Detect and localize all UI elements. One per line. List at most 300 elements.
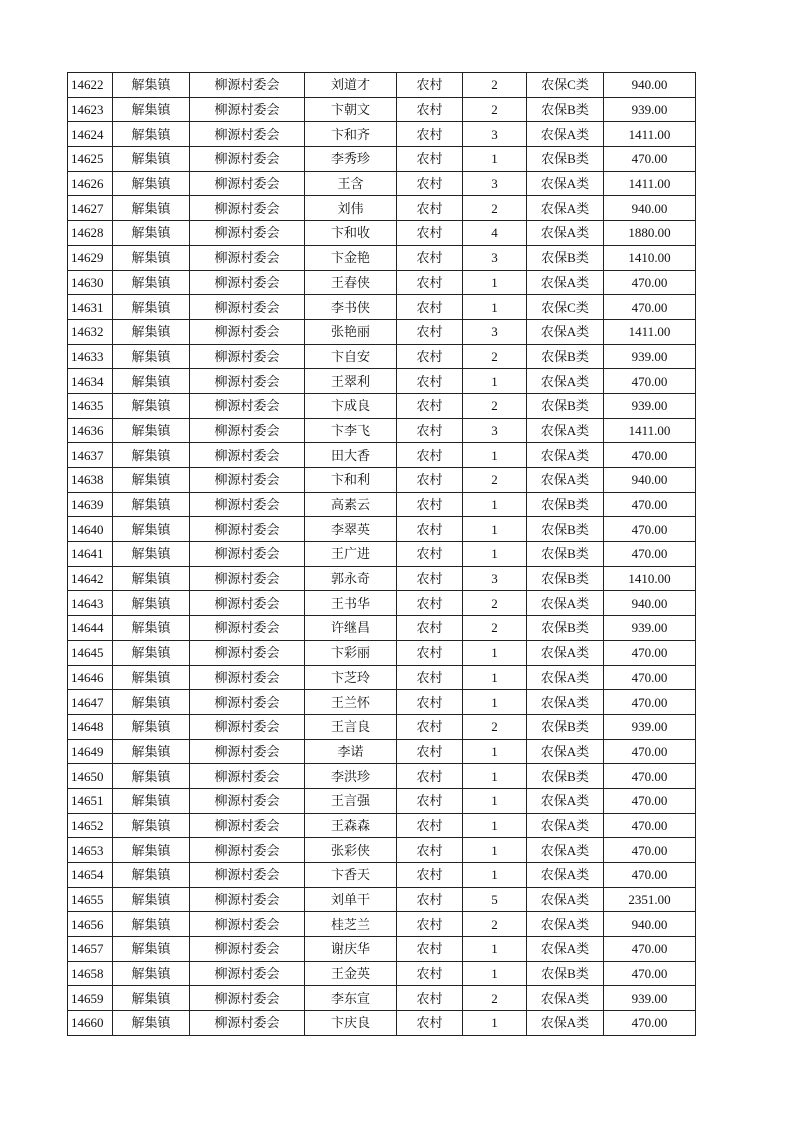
household-type-cell: 农村 (397, 566, 463, 591)
person-name-cell: 李洪珍 (305, 764, 397, 789)
table-body (68, 73, 696, 1036)
person-name-cell: 王书华 (305, 591, 397, 616)
amount-cell: 1411.00 (604, 171, 696, 196)
household-type-cell: 农村 (397, 147, 463, 172)
member-count-cell: 2 (463, 73, 527, 98)
insurance-category-cell: 农保A类 (527, 986, 604, 1011)
table-row (68, 517, 696, 542)
member-count-cell: 1 (463, 542, 527, 567)
amount-cell: 1411.00 (604, 418, 696, 443)
amount-cell: 470.00 (604, 788, 696, 813)
table-row (68, 986, 696, 1011)
amount-cell: 1411.00 (604, 122, 696, 147)
person-name-cell: 张彩侠 (305, 838, 397, 863)
village-committee-cell: 柳源村委会 (190, 887, 305, 912)
member-count-cell: 1 (463, 863, 527, 888)
household-type-cell: 农村 (397, 196, 463, 221)
amount-cell: 939.00 (604, 616, 696, 641)
village-committee-cell: 柳源村委会 (190, 764, 305, 789)
table-row (68, 1011, 696, 1036)
amount-cell: 940.00 (604, 912, 696, 937)
household-type-cell: 农村 (397, 393, 463, 418)
table-row (68, 616, 696, 641)
town-cell: 解集镇 (113, 196, 190, 221)
table-row (68, 147, 696, 172)
town-cell: 解集镇 (113, 369, 190, 394)
village-committee-cell: 柳源村委会 (190, 147, 305, 172)
member-count-cell: 2 (463, 393, 527, 418)
amount-cell: 470.00 (604, 764, 696, 789)
village-committee-cell: 柳源村委会 (190, 492, 305, 517)
insurance-category-cell: 农保B类 (527, 764, 604, 789)
amount-cell: 940.00 (604, 591, 696, 616)
insurance-category-cell: 农保A类 (527, 690, 604, 715)
amount-cell: 470.00 (604, 295, 696, 320)
person-name-cell: 卞自安 (305, 344, 397, 369)
town-cell: 解集镇 (113, 640, 190, 665)
village-committee-cell: 柳源村委会 (190, 912, 305, 937)
household-type-cell: 农村 (397, 739, 463, 764)
insurance-category-cell: 农保A类 (527, 863, 604, 888)
village-committee-cell: 柳源村委会 (190, 640, 305, 665)
town-cell: 解集镇 (113, 912, 190, 937)
member-count-cell: 1 (463, 764, 527, 789)
town-cell: 解集镇 (113, 542, 190, 567)
town-cell: 解集镇 (113, 122, 190, 147)
person-name-cell: 刘伟 (305, 196, 397, 221)
household-type-cell: 农村 (397, 1011, 463, 1036)
member-count-cell: 2 (463, 986, 527, 1011)
row-id-cell: 14634 (68, 369, 113, 394)
village-committee-cell: 柳源村委会 (190, 986, 305, 1011)
amount-cell: 940.00 (604, 468, 696, 493)
member-count-cell: 1 (463, 838, 527, 863)
table-row (68, 344, 696, 369)
household-type-cell: 农村 (397, 221, 463, 246)
amount-cell: 939.00 (604, 97, 696, 122)
row-id-cell: 14635 (68, 393, 113, 418)
table-row (68, 97, 696, 122)
person-name-cell: 谢庆华 (305, 937, 397, 962)
village-committee-cell: 柳源村委会 (190, 468, 305, 493)
town-cell: 解集镇 (113, 344, 190, 369)
insurance-category-cell: 农保B类 (527, 344, 604, 369)
person-name-cell: 张艳丽 (305, 319, 397, 344)
household-type-cell: 农村 (397, 986, 463, 1011)
amount-cell: 470.00 (604, 517, 696, 542)
row-id-cell: 14629 (68, 245, 113, 270)
household-type-cell: 农村 (397, 122, 463, 147)
village-committee-cell: 柳源村委会 (190, 566, 305, 591)
town-cell: 解集镇 (113, 245, 190, 270)
person-name-cell: 卞朝文 (305, 97, 397, 122)
table-row (68, 245, 696, 270)
village-committee-cell: 柳源村委会 (190, 418, 305, 443)
insurance-category-cell: 农保B类 (527, 517, 604, 542)
row-id-cell: 14649 (68, 739, 113, 764)
member-count-cell: 1 (463, 517, 527, 542)
insurance-category-cell: 农保A类 (527, 418, 604, 443)
household-type-cell: 农村 (397, 887, 463, 912)
village-committee-cell: 柳源村委会 (190, 97, 305, 122)
amount-cell: 939.00 (604, 714, 696, 739)
town-cell: 解集镇 (113, 937, 190, 962)
member-count-cell: 5 (463, 887, 527, 912)
village-committee-cell: 柳源村委会 (190, 196, 305, 221)
village-committee-cell: 柳源村委会 (190, 344, 305, 369)
table-row (68, 640, 696, 665)
member-count-cell: 3 (463, 319, 527, 344)
table-row (68, 591, 696, 616)
town-cell: 解集镇 (113, 739, 190, 764)
person-name-cell: 王金英 (305, 961, 397, 986)
person-name-cell: 郭永奇 (305, 566, 397, 591)
person-name-cell: 卞庆良 (305, 1011, 397, 1036)
table-row (68, 369, 696, 394)
person-name-cell: 卞金艳 (305, 245, 397, 270)
person-name-cell: 卞和收 (305, 221, 397, 246)
insurance-category-cell: 农保A类 (527, 739, 604, 764)
amount-cell: 470.00 (604, 863, 696, 888)
person-name-cell: 王兰怀 (305, 690, 397, 715)
village-committee-cell: 柳源村委会 (190, 739, 305, 764)
row-id-cell: 14653 (68, 838, 113, 863)
person-name-cell: 卞和利 (305, 468, 397, 493)
village-committee-cell: 柳源村委会 (190, 961, 305, 986)
person-name-cell: 王森森 (305, 813, 397, 838)
person-name-cell: 高素云 (305, 492, 397, 517)
member-count-cell: 2 (463, 616, 527, 641)
amount-cell: 470.00 (604, 542, 696, 567)
member-count-cell: 1 (463, 270, 527, 295)
insurance-category-cell: 农保A类 (527, 171, 604, 196)
insurance-category-cell: 农保B类 (527, 393, 604, 418)
person-name-cell: 卞成良 (305, 393, 397, 418)
row-id-cell: 14639 (68, 492, 113, 517)
amount-cell: 470.00 (604, 147, 696, 172)
table-row (68, 171, 696, 196)
row-id-cell: 14646 (68, 665, 113, 690)
amount-cell: 940.00 (604, 196, 696, 221)
person-name-cell: 李东宣 (305, 986, 397, 1011)
member-count-cell: 3 (463, 245, 527, 270)
household-type-cell: 农村 (397, 344, 463, 369)
village-committee-cell: 柳源村委会 (190, 369, 305, 394)
village-committee-cell: 柳源村委会 (190, 270, 305, 295)
row-id-cell: 14642 (68, 566, 113, 591)
insurance-category-cell: 农保B类 (527, 961, 604, 986)
person-name-cell: 王含 (305, 171, 397, 196)
person-name-cell: 王翠利 (305, 369, 397, 394)
household-type-cell: 农村 (397, 542, 463, 567)
amount-cell: 470.00 (604, 665, 696, 690)
insurance-category-cell: 农保A类 (527, 319, 604, 344)
village-committee-cell: 柳源村委会 (190, 542, 305, 567)
insurance-category-cell: 农保A类 (527, 122, 604, 147)
household-type-cell: 农村 (397, 640, 463, 665)
person-name-cell: 王广进 (305, 542, 397, 567)
person-name-cell: 刘单干 (305, 887, 397, 912)
member-count-cell: 3 (463, 122, 527, 147)
insurance-category-cell: 农保B类 (527, 566, 604, 591)
amount-cell: 470.00 (604, 961, 696, 986)
row-id-cell: 14638 (68, 468, 113, 493)
amount-cell: 939.00 (604, 344, 696, 369)
person-name-cell: 李翠英 (305, 517, 397, 542)
table-row (68, 690, 696, 715)
insurance-category-cell: 农保A类 (527, 270, 604, 295)
household-type-cell: 农村 (397, 665, 463, 690)
town-cell: 解集镇 (113, 221, 190, 246)
row-id-cell: 14636 (68, 418, 113, 443)
village-committee-cell: 柳源村委会 (190, 591, 305, 616)
row-id-cell: 14644 (68, 616, 113, 641)
insurance-category-cell: 农保A类 (527, 813, 604, 838)
town-cell: 解集镇 (113, 319, 190, 344)
row-id-cell: 14623 (68, 97, 113, 122)
town-cell: 解集镇 (113, 517, 190, 542)
member-count-cell: 1 (463, 665, 527, 690)
household-type-cell: 农村 (397, 764, 463, 789)
insurance-category-cell: 农保A类 (527, 838, 604, 863)
member-count-cell: 1 (463, 813, 527, 838)
row-id-cell: 14637 (68, 443, 113, 468)
town-cell: 解集镇 (113, 887, 190, 912)
town-cell: 解集镇 (113, 270, 190, 295)
row-id-cell: 14626 (68, 171, 113, 196)
amount-cell: 1410.00 (604, 566, 696, 591)
person-name-cell: 卞香天 (305, 863, 397, 888)
insurance-category-cell: 农保B类 (527, 492, 604, 517)
table-row (68, 961, 696, 986)
household-type-cell: 农村 (397, 690, 463, 715)
table-row (68, 813, 696, 838)
insurance-category-cell: 农保B类 (527, 714, 604, 739)
village-committee-cell: 柳源村委会 (190, 813, 305, 838)
row-id-cell: 14625 (68, 147, 113, 172)
person-name-cell: 李诺 (305, 739, 397, 764)
village-committee-cell: 柳源村委会 (190, 517, 305, 542)
insurance-category-cell: 农保B类 (527, 542, 604, 567)
person-name-cell: 卞芝玲 (305, 665, 397, 690)
row-id-cell: 14643 (68, 591, 113, 616)
person-name-cell: 卞李飞 (305, 418, 397, 443)
member-count-cell: 1 (463, 369, 527, 394)
insurance-category-cell: 农保A类 (527, 221, 604, 246)
village-committee-cell: 柳源村委会 (190, 393, 305, 418)
row-id-cell: 14657 (68, 937, 113, 962)
town-cell: 解集镇 (113, 295, 190, 320)
household-type-cell: 农村 (397, 295, 463, 320)
table-row (68, 838, 696, 863)
member-count-cell: 1 (463, 492, 527, 517)
row-id-cell: 14630 (68, 270, 113, 295)
table-row (68, 295, 696, 320)
insurance-category-cell: 农保B类 (527, 147, 604, 172)
table-row (68, 468, 696, 493)
member-count-cell: 3 (463, 566, 527, 591)
member-count-cell: 1 (463, 788, 527, 813)
table-row (68, 739, 696, 764)
village-committee-cell: 柳源村委会 (190, 714, 305, 739)
household-type-cell: 农村 (397, 418, 463, 443)
amount-cell: 470.00 (604, 838, 696, 863)
insurance-category-cell: 农保A类 (527, 640, 604, 665)
village-committee-cell: 柳源村委会 (190, 122, 305, 147)
amount-cell: 470.00 (604, 690, 696, 715)
table-row (68, 714, 696, 739)
person-name-cell: 李秀珍 (305, 147, 397, 172)
member-count-cell: 3 (463, 418, 527, 443)
insurance-category-cell: 农保A类 (527, 369, 604, 394)
member-count-cell: 1 (463, 443, 527, 468)
village-committee-cell: 柳源村委会 (190, 1011, 305, 1036)
amount-cell: 470.00 (604, 492, 696, 517)
member-count-cell: 1 (463, 147, 527, 172)
table-row (68, 863, 696, 888)
village-committee-cell: 柳源村委会 (190, 863, 305, 888)
insurance-category-cell: 农保A类 (527, 443, 604, 468)
table-row (68, 492, 696, 517)
town-cell: 解集镇 (113, 961, 190, 986)
person-name-cell: 田大香 (305, 443, 397, 468)
town-cell: 解集镇 (113, 418, 190, 443)
town-cell: 解集镇 (113, 986, 190, 1011)
insurance-category-cell: 农保C类 (527, 295, 604, 320)
member-count-cell: 1 (463, 961, 527, 986)
table-row (68, 122, 696, 147)
insurance-category-cell: 农保A类 (527, 937, 604, 962)
row-id-cell: 14656 (68, 912, 113, 937)
insurance-category-cell: 农保B类 (527, 97, 604, 122)
amount-cell: 470.00 (604, 270, 696, 295)
table-row (68, 887, 696, 912)
town-cell: 解集镇 (113, 1011, 190, 1036)
village-committee-cell: 柳源村委会 (190, 73, 305, 98)
town-cell: 解集镇 (113, 616, 190, 641)
row-id-cell: 14631 (68, 295, 113, 320)
person-name-cell: 王言良 (305, 714, 397, 739)
insurance-category-cell: 农保B类 (527, 245, 604, 270)
household-type-cell: 农村 (397, 171, 463, 196)
insurance-category-cell: 农保A类 (527, 468, 604, 493)
household-type-cell: 农村 (397, 813, 463, 838)
member-count-cell: 2 (463, 714, 527, 739)
row-id-cell: 14658 (68, 961, 113, 986)
person-name-cell: 卞和齐 (305, 122, 397, 147)
member-count-cell: 2 (463, 97, 527, 122)
table-row (68, 665, 696, 690)
row-id-cell: 14633 (68, 344, 113, 369)
member-count-cell: 2 (463, 344, 527, 369)
table-row (68, 937, 696, 962)
row-id-cell: 14622 (68, 73, 113, 98)
amount-cell: 470.00 (604, 813, 696, 838)
row-id-cell: 14650 (68, 764, 113, 789)
amount-cell: 2351.00 (604, 887, 696, 912)
row-id-cell: 14651 (68, 788, 113, 813)
town-cell: 解集镇 (113, 591, 190, 616)
insurance-category-cell: 农保A类 (527, 912, 604, 937)
row-id-cell: 14645 (68, 640, 113, 665)
table-row (68, 196, 696, 221)
town-cell: 解集镇 (113, 73, 190, 98)
amount-cell: 470.00 (604, 937, 696, 962)
household-type-cell: 农村 (397, 616, 463, 641)
household-type-cell: 农村 (397, 245, 463, 270)
member-count-cell: 3 (463, 171, 527, 196)
row-id-cell: 14632 (68, 319, 113, 344)
village-committee-cell: 柳源村委会 (190, 443, 305, 468)
row-id-cell: 14624 (68, 122, 113, 147)
row-id-cell: 14641 (68, 542, 113, 567)
amount-cell: 939.00 (604, 393, 696, 418)
table-row (68, 566, 696, 591)
village-committee-cell: 柳源村委会 (190, 245, 305, 270)
row-id-cell: 14648 (68, 714, 113, 739)
household-type-cell: 农村 (397, 863, 463, 888)
table-row (68, 393, 696, 418)
household-type-cell: 农村 (397, 73, 463, 98)
insurance-category-cell: 农保B类 (527, 616, 604, 641)
village-committee-cell: 柳源村委会 (190, 690, 305, 715)
village-committee-cell: 柳源村委会 (190, 221, 305, 246)
household-type-cell: 农村 (397, 443, 463, 468)
member-count-cell: 2 (463, 196, 527, 221)
row-id-cell: 14652 (68, 813, 113, 838)
town-cell: 解集镇 (113, 665, 190, 690)
household-type-cell: 农村 (397, 517, 463, 542)
household-type-cell: 农村 (397, 270, 463, 295)
table-row (68, 73, 696, 98)
table-row (68, 319, 696, 344)
amount-cell: 470.00 (604, 443, 696, 468)
village-committee-cell: 柳源村委会 (190, 319, 305, 344)
table-row (68, 764, 696, 789)
table-row (68, 788, 696, 813)
village-committee-cell: 柳源村委会 (190, 665, 305, 690)
member-count-cell: 2 (463, 912, 527, 937)
town-cell: 解集镇 (113, 838, 190, 863)
town-cell: 解集镇 (113, 171, 190, 196)
person-name-cell: 许继昌 (305, 616, 397, 641)
household-type-cell: 农村 (397, 788, 463, 813)
person-name-cell: 李书侠 (305, 295, 397, 320)
table-row (68, 443, 696, 468)
amount-cell: 1880.00 (604, 221, 696, 246)
household-type-cell: 农村 (397, 838, 463, 863)
member-count-cell: 1 (463, 690, 527, 715)
person-name-cell: 王言强 (305, 788, 397, 813)
town-cell: 解集镇 (113, 813, 190, 838)
insurance-category-cell: 农保A类 (527, 196, 604, 221)
insurance-category-cell: 农保A类 (527, 887, 604, 912)
town-cell: 解集镇 (113, 690, 190, 715)
table-row (68, 270, 696, 295)
member-count-cell: 1 (463, 640, 527, 665)
member-count-cell: 1 (463, 295, 527, 320)
insurance-category-cell: 农保A类 (527, 788, 604, 813)
household-type-cell: 农村 (397, 937, 463, 962)
town-cell: 解集镇 (113, 147, 190, 172)
insurance-category-cell: 农保A类 (527, 1011, 604, 1036)
person-name-cell: 卞彩丽 (305, 640, 397, 665)
amount-cell: 470.00 (604, 1011, 696, 1036)
village-committee-cell: 柳源村委会 (190, 937, 305, 962)
village-committee-cell: 柳源村委会 (190, 838, 305, 863)
row-id-cell: 14660 (68, 1011, 113, 1036)
household-type-cell: 农村 (397, 97, 463, 122)
